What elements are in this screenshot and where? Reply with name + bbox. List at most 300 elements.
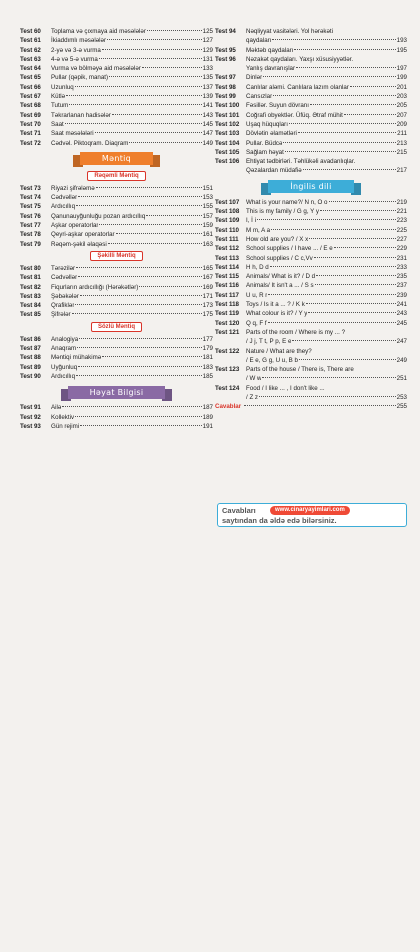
test-title: Qanunauyğunluğu pozan ardıcıllıq <box>51 212 146 220</box>
page-number: 255 <box>396 403 407 411</box>
page-number: 165 <box>202 264 213 272</box>
leader-dots <box>75 86 202 87</box>
toc-row <box>215 374 407 383</box>
test-number: Test 98 <box>215 83 236 91</box>
toc-row <box>20 230 213 239</box>
test-title: Şəbəkələr <box>51 292 79 300</box>
leader-dots <box>76 375 202 376</box>
leader-dots <box>102 49 202 50</box>
leader-dots <box>270 266 396 267</box>
toc-row <box>215 356 407 365</box>
page-number: 181 <box>202 354 213 362</box>
test-number: Test 113 <box>215 254 239 262</box>
test-title: School supplies / I have ... / E e <box>246 245 333 253</box>
test-number: Test 63 <box>20 55 41 63</box>
toc-row <box>215 309 407 318</box>
leader-dots <box>294 49 395 50</box>
test-number: Test 83 <box>20 292 41 300</box>
test-number: Test 94 <box>215 28 236 35</box>
toc-row <box>20 344 213 353</box>
website-link[interactable]: www.cinaryayimlari.com <box>270 506 350 515</box>
test-number: Test 124 <box>215 384 240 392</box>
page-number: 203 <box>396 93 407 101</box>
test-title: Sağlam həyat <box>246 148 284 156</box>
test-title: Analogiya <box>51 335 79 343</box>
page-number: 173 <box>202 302 213 310</box>
page-number: 167 <box>202 274 213 282</box>
toc-row <box>20 27 213 36</box>
test-title: Nature / What are they? <box>246 347 312 355</box>
toc-row <box>215 101 407 110</box>
toc-row <box>20 36 213 45</box>
right-column <box>215 27 407 412</box>
test-number: Test 109 <box>215 217 240 225</box>
test-title: Tərəzilər <box>51 264 76 272</box>
page-number: 243 <box>396 310 407 318</box>
test-title: School supplies / C c,Vv <box>246 254 313 262</box>
leader-dots <box>306 303 396 304</box>
test-title: Riyazi şifrələmə <box>51 184 95 192</box>
subsection-label: Şəkilli Məntiq <box>90 251 142 261</box>
test-title: 2-yə və 3-ə vurma <box>51 46 101 54</box>
toc-row <box>20 403 213 412</box>
toc-row <box>215 226 407 235</box>
toc-row <box>20 240 213 249</box>
test-title: / Z z <box>246 393 259 401</box>
test-number: Test 79 <box>20 240 41 248</box>
page-number: 205 <box>396 102 407 110</box>
leader-dots <box>66 95 202 96</box>
toc-row <box>215 55 407 64</box>
test-number: Test 100 <box>215 102 240 110</box>
leader-dots <box>147 30 202 31</box>
toc-row <box>215 83 407 92</box>
leader-dots <box>107 39 202 40</box>
test-number: Test 66 <box>20 83 41 91</box>
section-ingilis-dili <box>215 177 407 197</box>
toc-row <box>215 300 407 309</box>
test-title: Fiqurların ardıcıllığı (Hərəkətlər) <box>51 283 139 291</box>
test-title: Parts of the house / There is, There are <box>246 366 354 374</box>
page-number: 253 <box>396 393 407 401</box>
toc-row <box>20 46 213 55</box>
test-title: Nəzakət qaydaları. Yaxşı xüsusiyyətlər. <box>246 55 354 63</box>
page-number: 137 <box>202 83 213 91</box>
test-title: / E e, G g, U u, B b <box>246 356 298 364</box>
test-title: Cədvəllər <box>51 274 78 282</box>
test-number: Test 62 <box>20 46 41 54</box>
test-number: Test 71 <box>20 130 41 138</box>
test-title: Uyğunluq <box>51 363 78 371</box>
page-number: 225 <box>396 226 407 234</box>
test-number: Test 101 <box>215 111 240 119</box>
toc-row <box>215 263 407 272</box>
test-number: Test 87 <box>20 345 41 353</box>
page-number: 147 <box>202 130 213 138</box>
test-title: Anaqram <box>51 345 77 353</box>
test-number: Test 97 <box>215 74 236 82</box>
test-title: Ailə <box>51 404 62 412</box>
subsection-label: Rəqəmli Məntiq <box>87 171 145 181</box>
test-title: Yanlış davranışlar <box>246 65 296 73</box>
test-number: Test 80 <box>20 264 41 272</box>
test-title: Nəqliyyat vasitələri. Yol hərəkəti <box>246 28 334 35</box>
answers-label: Cavablar <box>215 403 242 411</box>
leader-dots <box>76 205 202 206</box>
test-title: qaydaları <box>246 37 272 45</box>
test-number: Test 121 <box>215 328 240 336</box>
leader-dots <box>257 219 396 220</box>
test-title: Vurma və bölməyə aid məsələlər <box>51 65 141 73</box>
test-title: Coğrafi obyektlər. Üfüq. Ətraf mühit <box>246 111 343 119</box>
test-number: Test 85 <box>20 311 41 319</box>
toc-row <box>215 254 407 263</box>
leader-dots <box>62 406 201 407</box>
test-title: Məktəb qaydaları <box>246 46 294 54</box>
test-title: Dinlər <box>246 74 263 82</box>
page-number: 213 <box>396 139 407 147</box>
toc-row <box>20 55 213 64</box>
leader-dots <box>69 104 201 105</box>
leader-dots <box>65 123 202 124</box>
test-title: Saat <box>51 120 64 128</box>
test-title: Tutum <box>51 102 69 110</box>
test-title: U u, R r <box>246 291 268 299</box>
page-number: 229 <box>396 245 407 253</box>
leader-dots <box>99 224 201 225</box>
test-number: Test 60 <box>20 28 41 35</box>
leader-dots <box>285 151 396 152</box>
test-number: Test 110 <box>215 226 239 234</box>
ribbon <box>68 386 166 399</box>
leader-dots <box>299 359 396 360</box>
leader-dots <box>96 187 202 188</box>
leader-dots <box>314 257 396 258</box>
test-title: Gün rejimi <box>51 422 80 430</box>
test-number: Test 107 <box>215 198 240 206</box>
test-number: Test 75 <box>20 203 41 211</box>
toc-row <box>215 36 407 45</box>
section-title: Məntiq <box>80 152 153 165</box>
test-title: Uzunluq <box>51 83 74 91</box>
toc-row <box>20 129 213 138</box>
toc-row <box>215 198 407 207</box>
page-number: 207 <box>396 111 407 119</box>
test-title: Parts of the room / Where is my ... ? <box>246 328 346 336</box>
toc-row <box>20 273 213 282</box>
page-number: 193 <box>396 37 407 45</box>
subsection-sozlu <box>20 321 213 334</box>
leader-dots <box>259 396 396 397</box>
toc-row <box>215 281 407 290</box>
toc-row <box>215 244 407 253</box>
test-number: Test 122 <box>215 347 240 355</box>
test-number: Test 90 <box>20 372 41 380</box>
test-title: Toys / Is it a ... ? / K k <box>246 301 305 309</box>
leader-dots <box>263 76 396 77</box>
subsection-sekilli <box>20 250 213 263</box>
test-title: What colour is it? / Y y <box>246 310 308 318</box>
toc-row <box>20 301 213 310</box>
toc-row <box>20 120 213 129</box>
test-title: Rəqəm-şəkil əlaqəsi <box>51 240 107 248</box>
section-title: İngilis dili <box>268 180 353 193</box>
test-title: How old are you? / X x <box>246 235 309 243</box>
toc-row <box>20 353 213 362</box>
test-title: Məntiqi mühakimə <box>51 354 102 362</box>
page-number: 199 <box>396 74 407 82</box>
test-title: Kütlə <box>51 93 66 101</box>
test-title: İkiaddımlı məsələlər <box>51 37 107 45</box>
test-number: Test 92 <box>20 413 41 421</box>
footer-line1: Cavabları <box>222 506 256 515</box>
toc-row <box>215 166 407 175</box>
leader-dots <box>298 132 396 133</box>
test-number: Test 106 <box>215 158 240 166</box>
leader-dots <box>303 169 396 170</box>
page-number: 155 <box>202 203 213 211</box>
leader-dots <box>329 201 396 202</box>
test-number: Test 102 <box>215 120 240 128</box>
test-title: Animals/ It isn't a ... / S s <box>246 282 314 290</box>
leader-dots <box>139 286 201 287</box>
page-number: 177 <box>202 335 213 343</box>
toc-row <box>215 120 407 129</box>
section-heyat-bilgisi <box>20 382 213 402</box>
test-number: Test 105 <box>215 148 240 156</box>
leader-dots <box>271 229 396 230</box>
toc-row <box>215 347 407 356</box>
leader-dots <box>72 313 202 314</box>
toc-row <box>20 92 213 101</box>
toc-row <box>20 264 213 273</box>
toc-row <box>20 83 213 92</box>
toc-row <box>20 283 213 292</box>
ribbon <box>80 152 153 165</box>
toc-row <box>215 319 407 328</box>
page-number: 231 <box>396 254 407 262</box>
test-title: Ardıcıllıq <box>51 203 76 211</box>
test-title: 4-ə və 5-ə vurma <box>51 55 98 63</box>
leader-dots <box>272 39 395 40</box>
toc-row <box>215 291 407 300</box>
page-number: 179 <box>202 345 213 353</box>
test-number: Test 72 <box>20 139 41 147</box>
leader-dots <box>262 377 395 378</box>
test-number: Test 103 <box>215 130 240 138</box>
leader-dots <box>268 322 396 323</box>
test-title: / J j, T t, P p, E e <box>246 338 292 346</box>
leader-dots <box>80 295 202 296</box>
toc-row <box>215 157 407 166</box>
page-number: 153 <box>202 194 213 202</box>
test-title: Toplama və çıxmaya aid məsələlər <box>51 28 146 35</box>
test-title: Q q, F f <box>246 319 267 327</box>
test-title: Aşkar operatorlar <box>51 222 99 230</box>
test-number: Test 78 <box>20 231 41 239</box>
test-number: Test 96 <box>215 55 236 63</box>
test-number: Test 116 <box>215 282 239 290</box>
toc-row <box>20 101 213 110</box>
leader-dots <box>315 284 396 285</box>
leader-dots <box>316 275 396 276</box>
toc-row <box>20 335 213 344</box>
test-number: Test 64 <box>20 65 41 73</box>
page-number: 157 <box>202 212 213 220</box>
test-number: Test 95 <box>215 46 236 54</box>
leader-dots <box>350 86 396 87</box>
page-number: 219 <box>396 198 407 206</box>
test-number: Test 123 <box>215 366 240 374</box>
test-title: This is my family / G g, Y y <box>246 208 320 216</box>
test-title: Uşaq hüquqları <box>246 120 288 128</box>
toc-row <box>20 372 213 381</box>
leader-dots <box>289 123 396 124</box>
page-number: 249 <box>396 356 407 364</box>
page-number: 189 <box>202 413 213 421</box>
test-number: Test 114 <box>215 263 239 271</box>
page-number: 129 <box>202 46 213 54</box>
toc-row <box>215 328 407 337</box>
page-number: 139 <box>202 93 213 101</box>
leader-dots <box>78 366 202 367</box>
leader-dots <box>268 294 395 295</box>
test-title: Ehtiyat tədbirləri. Təhlükəli avadanlıqlar. <box>246 158 356 166</box>
page-number: 135 <box>202 74 213 82</box>
page-number: 197 <box>396 65 407 73</box>
test-number: Test 88 <box>20 354 41 362</box>
test-title: Fəsillər. Suyun dövranı <box>246 102 309 110</box>
test-number: Test 61 <box>20 37 41 45</box>
test-title: Qeyri-aşkar operatorlar <box>51 231 115 239</box>
test-number: Test 69 <box>20 111 41 119</box>
toc-row <box>215 92 407 101</box>
page-number: 245 <box>396 319 407 327</box>
test-number: Test 82 <box>20 283 41 291</box>
leader-dots <box>309 238 395 239</box>
leader-dots <box>95 132 202 133</box>
test-number: Test 67 <box>20 93 41 101</box>
toc-row <box>215 384 407 393</box>
toc-row <box>215 111 407 120</box>
test-title: Qəzalardan müdafiə <box>246 167 302 175</box>
test-number: Test 86 <box>20 335 41 343</box>
toc-row <box>215 393 407 402</box>
test-number: Test 111 <box>215 235 239 243</box>
toc-row <box>20 202 213 211</box>
test-title: Cansızlar <box>246 93 273 101</box>
test-title: Cədvəllər <box>51 194 78 202</box>
page-number: 247 <box>396 338 407 346</box>
page-number: 171 <box>202 292 213 300</box>
page-number: 125 <box>202 28 213 35</box>
toc-row <box>20 184 213 193</box>
toc-row <box>215 235 407 244</box>
leader-dots <box>80 425 201 426</box>
leader-dots <box>244 405 396 406</box>
page-number: 241 <box>396 301 407 309</box>
page-number: 151 <box>202 184 213 192</box>
toc-row <box>215 46 407 55</box>
test-title: Pullar (qəpik, manat) <box>51 74 109 82</box>
toc-row <box>20 413 213 422</box>
test-number: Test 104 <box>215 139 240 147</box>
leader-dots <box>146 215 201 216</box>
test-number: Test 115 <box>215 273 239 281</box>
toc-row <box>20 111 213 120</box>
test-number: Test 77 <box>20 222 41 230</box>
answers-row <box>215 402 407 411</box>
leader-dots <box>112 114 202 115</box>
leader-dots <box>320 210 396 211</box>
toc-row <box>215 73 407 82</box>
leader-dots <box>76 267 202 268</box>
leader-dots <box>75 416 202 417</box>
test-title: M m, A a <box>246 226 271 234</box>
page-number: 185 <box>202 372 213 380</box>
leader-dots <box>334 247 396 248</box>
test-title: / W w <box>246 375 262 383</box>
left-column <box>20 27 213 431</box>
answers-footer-box <box>217 503 407 527</box>
test-number: Test 93 <box>20 422 41 430</box>
page-number: 163 <box>202 240 213 248</box>
leader-dots <box>78 276 202 277</box>
page-number: 191 <box>202 422 213 430</box>
test-number: Test 108 <box>215 208 240 216</box>
page-number: 217 <box>396 167 407 175</box>
leader-dots <box>99 58 202 59</box>
leader-dots <box>77 347 202 348</box>
leader-dots <box>283 142 395 143</box>
page-number: 227 <box>396 235 407 243</box>
leader-dots <box>75 304 201 305</box>
toc-row <box>215 272 407 281</box>
page-number: 195 <box>396 46 407 54</box>
toc-row <box>215 27 407 36</box>
leader-dots <box>344 114 396 115</box>
test-number: Test 119 <box>215 310 239 318</box>
test-number: Test 89 <box>20 363 41 371</box>
page-number: 239 <box>396 291 407 299</box>
toc-row <box>215 216 407 225</box>
page-number: 169 <box>202 283 213 291</box>
subsection-reqemli <box>20 170 213 183</box>
test-title: Təkrarlanan hadisələr <box>51 111 111 119</box>
leader-dots <box>109 76 202 77</box>
test-title: Ardıcıllıq <box>51 372 76 380</box>
section-title: Həyat Bilgisi <box>68 386 166 399</box>
page-number: 237 <box>396 282 407 290</box>
page-number: 143 <box>202 111 213 119</box>
test-title: Canlılar aləmi. Canlılara lazım olanlar <box>246 83 349 91</box>
toc-row <box>20 363 213 372</box>
leader-dots <box>142 67 202 68</box>
toc-row <box>20 73 213 82</box>
test-number: Test 73 <box>20 184 41 192</box>
leader-dots <box>273 95 396 96</box>
leader-dots <box>292 340 395 341</box>
test-title: I, İ i <box>246 217 256 225</box>
test-number: Test 117 <box>215 291 239 299</box>
test-number: Test 76 <box>20 212 41 220</box>
toc-row <box>20 139 213 148</box>
leader-dots <box>102 356 201 357</box>
test-number: Test 65 <box>20 74 41 82</box>
test-number: Test 74 <box>20 194 41 202</box>
toc-row <box>215 148 407 157</box>
test-title: H h, D d <box>246 263 269 271</box>
